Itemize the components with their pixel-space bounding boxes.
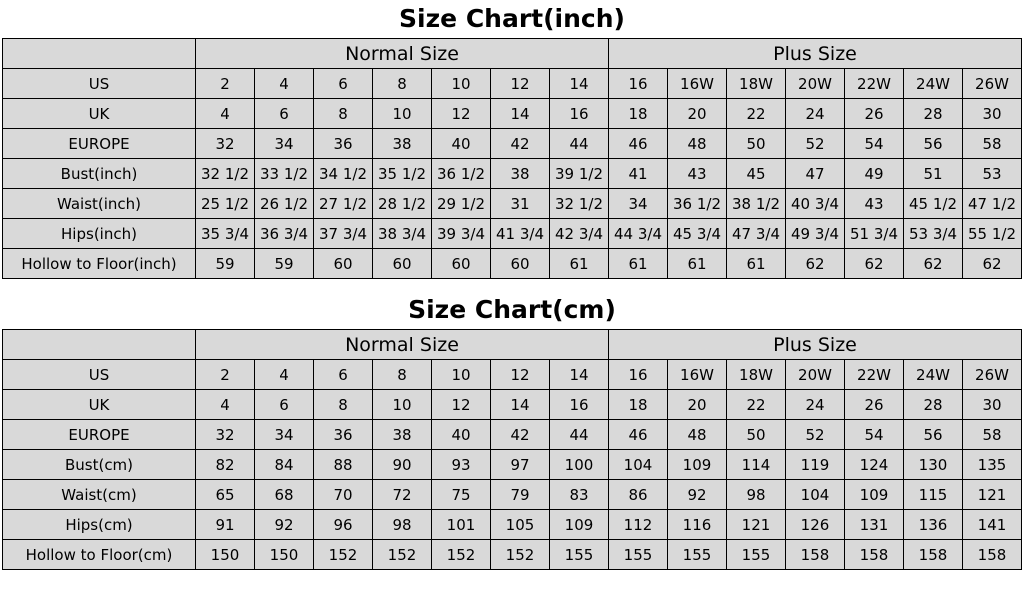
table-cell: 131	[845, 510, 904, 540]
table-cell: 53 3/4	[904, 219, 963, 249]
table-cell: 33 1/2	[255, 159, 314, 189]
table-cell: 114	[727, 450, 786, 480]
table-cell: 41	[609, 159, 668, 189]
table-cell: 51 3/4	[845, 219, 904, 249]
row-header: Hips(cm)	[3, 510, 196, 540]
table-cell: 14	[491, 99, 550, 129]
table-cell: 116	[668, 510, 727, 540]
table-cell: 135	[963, 450, 1022, 480]
table-cell: 50	[727, 420, 786, 450]
row-header: Bust(cm)	[3, 450, 196, 480]
table-cell: 44	[550, 129, 609, 159]
table-cell: 26	[845, 99, 904, 129]
table-cell: 158	[904, 540, 963, 570]
table-cell: 44 3/4	[609, 219, 668, 249]
table-cell: 20	[668, 99, 727, 129]
table-cell: 6	[255, 99, 314, 129]
row-header: UK	[3, 390, 196, 420]
table-cell: 32	[196, 420, 255, 450]
table-row	[3, 480, 1022, 510]
table-cell: 14	[491, 390, 550, 420]
table-cell: 16W	[668, 360, 727, 390]
table-cell: 26W	[963, 360, 1022, 390]
table-cell: 10	[432, 69, 491, 99]
table-cell: 12	[491, 69, 550, 99]
table-row	[3, 450, 1022, 480]
table-cell: 150	[255, 540, 314, 570]
table-cell: 61	[609, 249, 668, 279]
table-cell: 152	[432, 540, 491, 570]
table-cell: 26W	[963, 69, 1022, 99]
table-cell: 45 1/2	[904, 189, 963, 219]
table-cell: 152	[373, 540, 432, 570]
row-header: EUROPE	[3, 420, 196, 450]
table-cell: 2	[196, 69, 255, 99]
table-cell: 121	[963, 480, 1022, 510]
size-table	[2, 329, 1022, 570]
table-cell: 52	[786, 129, 845, 159]
table-cell: 58	[963, 129, 1022, 159]
table-cell: 49 3/4	[786, 219, 845, 249]
table-cell: 38	[373, 129, 432, 159]
table-cell: 14	[550, 69, 609, 99]
table-cell: 36 3/4	[255, 219, 314, 249]
table-cell: 54	[845, 420, 904, 450]
table-cell: 42 3/4	[550, 219, 609, 249]
table-cell: 91	[196, 510, 255, 540]
row-header: UK	[3, 99, 196, 129]
table-cell: 16	[609, 69, 668, 99]
table-cell: 92	[668, 480, 727, 510]
chart-separator	[0, 279, 1024, 291]
table-cell: 62	[963, 249, 1022, 279]
table-cell: 59	[196, 249, 255, 279]
table-cell: 84	[255, 450, 314, 480]
table-cell: 98	[373, 510, 432, 540]
table-cell: 38 3/4	[373, 219, 432, 249]
table-row	[3, 219, 1022, 249]
table-cell: 45	[727, 159, 786, 189]
table-cell: 8	[373, 69, 432, 99]
table-cell: 40	[432, 420, 491, 450]
table-cell: 18	[609, 99, 668, 129]
size-chart-block	[0, 0, 1024, 279]
table-cell: 4	[196, 390, 255, 420]
table-cell: 4	[255, 360, 314, 390]
table-cell: 158	[786, 540, 845, 570]
table-cell: 24	[786, 99, 845, 129]
table-cell: 58	[963, 420, 1022, 450]
table-cell: 2	[196, 360, 255, 390]
table-cell: 22W	[845, 69, 904, 99]
row-header: Hips(inch)	[3, 219, 196, 249]
table-cell: 18W	[727, 69, 786, 99]
table-cell: 24W	[904, 360, 963, 390]
table-cell: 53	[963, 159, 1022, 189]
table-cell: 109	[668, 450, 727, 480]
table-cell: 14	[550, 360, 609, 390]
table-cell: 136	[904, 510, 963, 540]
table-cell: 36	[314, 420, 373, 450]
table-cell: 27 1/2	[314, 189, 373, 219]
table-cell: 62	[786, 249, 845, 279]
table-cell: 88	[314, 450, 373, 480]
table-cell: 34 1/2	[314, 159, 373, 189]
table-cell: 47 1/2	[963, 189, 1022, 219]
table-cell: 50	[727, 129, 786, 159]
table-cell: 12	[432, 390, 491, 420]
table-cell: 115	[904, 480, 963, 510]
table-row	[3, 249, 1022, 279]
table-cell: 30	[963, 390, 1022, 420]
table-row	[3, 510, 1022, 540]
table-row	[3, 540, 1022, 570]
row-header: Hollow to Floor(cm)	[3, 540, 196, 570]
table-cell: 16	[550, 390, 609, 420]
table-cell: 45 3/4	[668, 219, 727, 249]
table-cell: 35 1/2	[373, 159, 432, 189]
table-cell: 22	[727, 390, 786, 420]
table-cell: 16	[609, 360, 668, 390]
table-cell: 46	[609, 420, 668, 450]
table-cell: 104	[786, 480, 845, 510]
table-corner-cell	[3, 330, 196, 360]
table-cell: 32	[196, 129, 255, 159]
table-cell: 6	[314, 360, 373, 390]
table-cell: 109	[550, 510, 609, 540]
table-cell: 34	[609, 189, 668, 219]
table-row	[3, 129, 1022, 159]
table-corner-cell	[3, 39, 196, 69]
size-chart-block	[0, 291, 1024, 570]
table-cell: 98	[727, 480, 786, 510]
table-cell: 24	[786, 390, 845, 420]
table-cell: 26	[845, 390, 904, 420]
table-cell: 46	[609, 129, 668, 159]
table-cell: 10	[373, 99, 432, 129]
chart-title: Size Chart(inch)	[399, 4, 625, 33]
table-cell: 20	[668, 390, 727, 420]
table-cell: 43	[845, 189, 904, 219]
table-row	[3, 69, 1022, 99]
row-header: EUROPE	[3, 129, 196, 159]
table-cell: 93	[432, 450, 491, 480]
table-cell: 61	[550, 249, 609, 279]
table-cell: 35 3/4	[196, 219, 255, 249]
table-cell: 152	[314, 540, 373, 570]
table-cell: 8	[314, 390, 373, 420]
table-cell: 55 1/2	[963, 219, 1022, 249]
table-cell: 54	[845, 129, 904, 159]
table-cell: 51	[904, 159, 963, 189]
table-row	[3, 390, 1022, 420]
table-cell: 62	[904, 249, 963, 279]
table-cell: 39 3/4	[432, 219, 491, 249]
table-cell: 24W	[904, 69, 963, 99]
table-cell: 32 1/2	[196, 159, 255, 189]
table-cell: 158	[845, 540, 904, 570]
table-cell: 101	[432, 510, 491, 540]
table-cell: 56	[904, 129, 963, 159]
table-cell: 42	[491, 420, 550, 450]
table-cell: 40	[432, 129, 491, 159]
table-cell: 20W	[786, 69, 845, 99]
table-cell: 155	[668, 540, 727, 570]
table-cell: 97	[491, 450, 550, 480]
table-cell: 28 1/2	[373, 189, 432, 219]
row-header: Waist(inch)	[3, 189, 196, 219]
table-cell: 62	[845, 249, 904, 279]
table-cell: 28	[904, 99, 963, 129]
table-cell: 155	[550, 540, 609, 570]
table-cell: 43	[668, 159, 727, 189]
table-cell: 22	[727, 99, 786, 129]
table-cell: 49	[845, 159, 904, 189]
table-cell: 38	[491, 159, 550, 189]
table-group-header-row	[3, 330, 1022, 360]
row-header: US	[3, 69, 196, 99]
table-row	[3, 360, 1022, 390]
table-cell: 52	[786, 420, 845, 450]
table-cell: 48	[668, 420, 727, 450]
table-cell: 150	[196, 540, 255, 570]
table-cell: 105	[491, 510, 550, 540]
table-cell: 82	[196, 450, 255, 480]
table-cell: 42	[491, 129, 550, 159]
table-cell: 8	[314, 99, 373, 129]
table-cell: 26 1/2	[255, 189, 314, 219]
table-cell: 100	[550, 450, 609, 480]
table-cell: 75	[432, 480, 491, 510]
table-cell: 130	[904, 450, 963, 480]
table-cell: 60	[373, 249, 432, 279]
table-cell: 86	[609, 480, 668, 510]
group-header-plus-size: Plus Size	[609, 330, 1022, 360]
table-cell: 25 1/2	[196, 189, 255, 219]
table-cell: 61	[668, 249, 727, 279]
table-cell: 39 1/2	[550, 159, 609, 189]
table-cell: 155	[727, 540, 786, 570]
table-cell: 65	[196, 480, 255, 510]
table-cell: 36	[314, 129, 373, 159]
table-cell: 16	[550, 99, 609, 129]
table-cell: 121	[727, 510, 786, 540]
table-cell: 72	[373, 480, 432, 510]
table-cell: 6	[255, 390, 314, 420]
table-cell: 60	[314, 249, 373, 279]
table-cell: 92	[255, 510, 314, 540]
row-header: US	[3, 360, 196, 390]
table-cell: 112	[609, 510, 668, 540]
table-cell: 28	[904, 390, 963, 420]
table-cell: 59	[255, 249, 314, 279]
group-header-normal-size: Normal Size	[196, 39, 609, 69]
table-cell: 124	[845, 450, 904, 480]
table-cell: 104	[609, 450, 668, 480]
table-cell: 18	[609, 390, 668, 420]
table-cell: 20W	[786, 360, 845, 390]
table-cell: 141	[963, 510, 1022, 540]
table-cell: 96	[314, 510, 373, 540]
table-cell: 37 3/4	[314, 219, 373, 249]
group-header-plus-size: Plus Size	[609, 39, 1022, 69]
row-header: Waist(cm)	[3, 480, 196, 510]
table-cell: 79	[491, 480, 550, 510]
table-cell: 4	[196, 99, 255, 129]
table-cell: 109	[845, 480, 904, 510]
table-cell: 12	[432, 99, 491, 129]
group-header-normal-size: Normal Size	[196, 330, 609, 360]
table-cell: 119	[786, 450, 845, 480]
table-cell: 31	[491, 189, 550, 219]
table-cell: 34	[255, 129, 314, 159]
table-cell: 34	[255, 420, 314, 450]
table-cell: 56	[904, 420, 963, 450]
table-cell: 6	[314, 69, 373, 99]
table-cell: 70	[314, 480, 373, 510]
table-cell: 68	[255, 480, 314, 510]
table-cell: 4	[255, 69, 314, 99]
table-cell: 47	[786, 159, 845, 189]
table-cell: 10	[373, 390, 432, 420]
table-cell: 16W	[668, 69, 727, 99]
table-cell: 90	[373, 450, 432, 480]
table-cell: 10	[432, 360, 491, 390]
table-cell: 32 1/2	[550, 189, 609, 219]
table-cell: 152	[491, 540, 550, 570]
table-cell: 36 1/2	[668, 189, 727, 219]
table-cell: 41 3/4	[491, 219, 550, 249]
table-cell: 38	[373, 420, 432, 450]
table-cell: 36 1/2	[432, 159, 491, 189]
table-cell: 126	[786, 510, 845, 540]
table-cell: 47 3/4	[727, 219, 786, 249]
table-cell: 48	[668, 129, 727, 159]
table-cell: 44	[550, 420, 609, 450]
table-group-header-row	[3, 39, 1022, 69]
table-cell: 38 1/2	[727, 189, 786, 219]
chart-title: Size Chart(cm)	[408, 295, 616, 324]
table-cell: 8	[373, 360, 432, 390]
table-row	[3, 189, 1022, 219]
table-row	[3, 159, 1022, 189]
row-header: Bust(inch)	[3, 159, 196, 189]
table-cell: 158	[963, 540, 1022, 570]
table-cell: 40 3/4	[786, 189, 845, 219]
table-cell: 83	[550, 480, 609, 510]
size-table	[2, 38, 1022, 279]
table-cell: 155	[609, 540, 668, 570]
table-cell: 60	[491, 249, 550, 279]
table-cell: 29 1/2	[432, 189, 491, 219]
table-cell: 22W	[845, 360, 904, 390]
table-row	[3, 99, 1022, 129]
table-cell: 12	[491, 360, 550, 390]
table-cell: 60	[432, 249, 491, 279]
table-row	[3, 420, 1022, 450]
table-cell: 18W	[727, 360, 786, 390]
row-header: Hollow to Floor(inch)	[3, 249, 196, 279]
table-cell: 30	[963, 99, 1022, 129]
table-cell: 61	[727, 249, 786, 279]
